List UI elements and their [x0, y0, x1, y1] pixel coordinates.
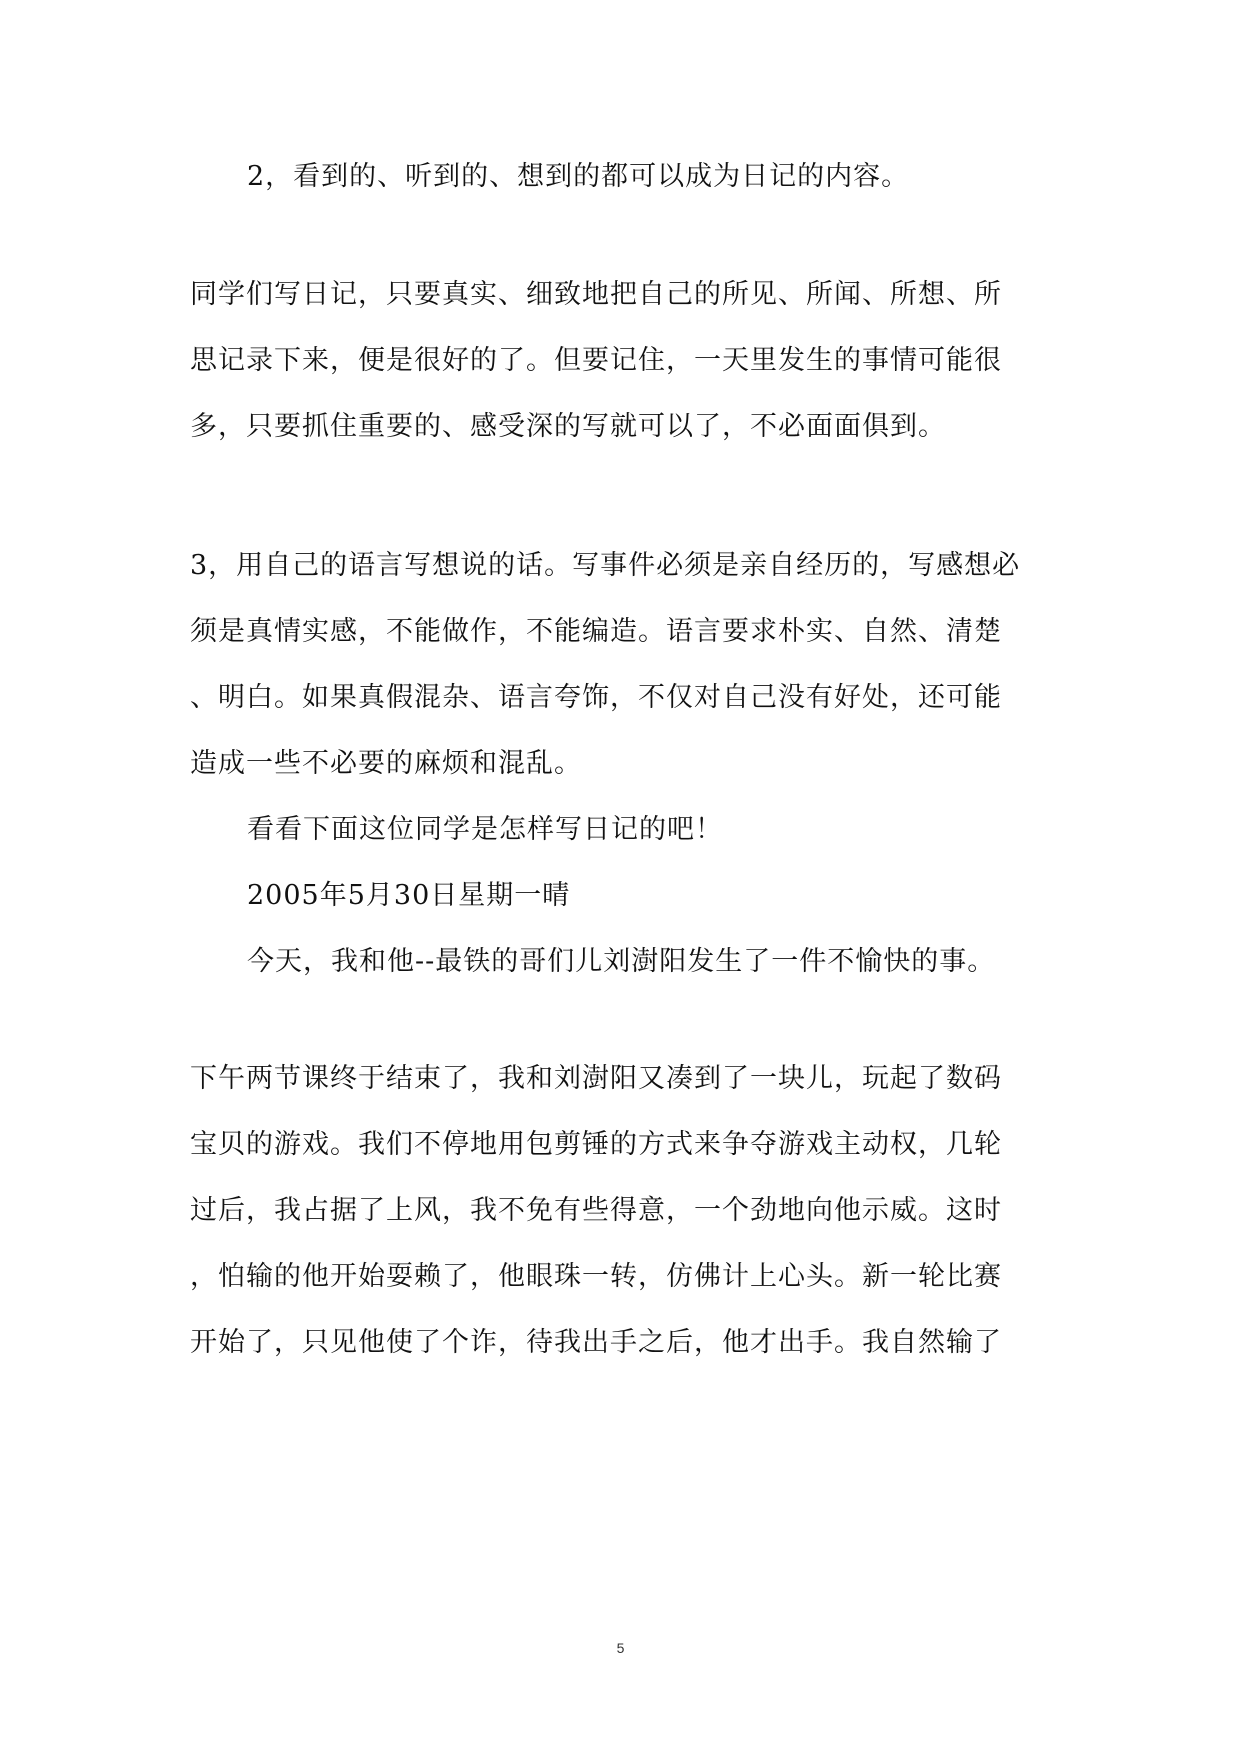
- page-number: 5: [616, 1640, 625, 1656]
- diary-date-line: 2005年5月30日星期一晴: [247, 880, 571, 911]
- paragraph-line: 同学们写日记，只要真实、细致地把自己的所见、所闻、所想、所: [190, 279, 1002, 310]
- paragraph-line: 下午两节课终于结束了，我和刘澍阳又凑到了一块儿，玩起了数码: [190, 1063, 1002, 1094]
- paragraph-line: 、明白。如果真假混杂、语言夸饰，不仅对自己没有好处，还可能: [190, 682, 1002, 713]
- paragraph-line: 多，只要抓住重要的、感受深的写就可以了，不必面面俱到。: [190, 411, 946, 442]
- paragraph-line: 2，看到的、听到的、想到的都可以成为日记的内容。: [247, 161, 910, 192]
- paragraph-line: 须是真情实感，不能做作，不能编造。语言要求朴实、自然、清楚: [190, 616, 1002, 647]
- paragraph-line: 造成一些不必要的麻烦和混乱。: [190, 748, 582, 779]
- paragraph-line: 看看下面这位同学是怎样写日记的吧！: [247, 814, 723, 845]
- paragraph-line: 思记录下来，便是很好的了。但要记住，一天里发生的事情可能很: [190, 345, 1002, 376]
- paragraph-line: 3，用自己的语言写想说的话。写事件必须是亲自经历的，写感想必: [190, 550, 1021, 581]
- paragraph-line: 宝贝的游戏。我们不停地用包剪锤的方式来争夺游戏主动权，几轮: [190, 1129, 1002, 1160]
- paragraph-line: ，怕输的他开始耍赖了，他眼珠一转，仿佛计上心头。新一轮比赛: [190, 1261, 1002, 1292]
- paragraph-line: 过后，我占据了上风，我不免有些得意，一个劲地向他示威。这时: [190, 1195, 1002, 1226]
- paragraph-line: 今天，我和他--最铁的哥们儿刘澍阳发生了一件不愉快的事。: [247, 946, 996, 977]
- paragraph-line: 开始了，只见他使了个诈，待我出手之后，他才出手。我自然输了: [190, 1327, 1002, 1358]
